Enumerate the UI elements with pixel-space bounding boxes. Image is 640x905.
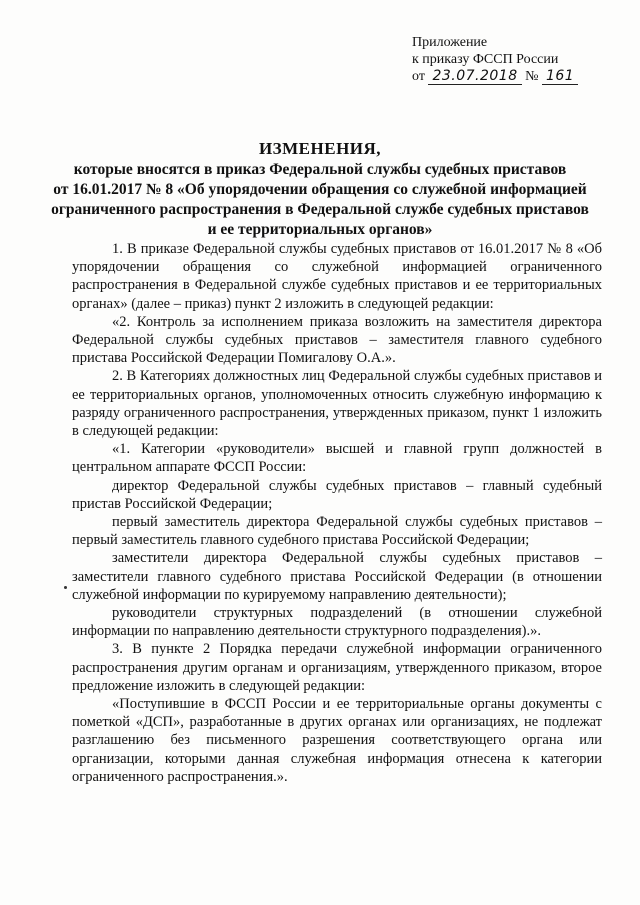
title-line-3: ограниченного распространения в Федеральной службе судебных приставов (51, 201, 589, 218)
number-prefix: № (525, 69, 539, 84)
document-body (72, 240, 602, 786)
appendix-header (412, 34, 612, 85)
scan-speck (64, 586, 67, 589)
paragraph-6: первый заместитель директора Федеральной службы судебных приставов – первый заместитель главного судебного пристава Российской Федерации; (72, 514, 602, 549)
appendix-order-ref: к приказу ФССП России (412, 52, 559, 67)
title-line-1: которые вносятся в приказ Федеральной службы судебных приставов (73, 161, 567, 178)
paragraph-7: заместители директора Федеральной службы судебных приставов – заместители главного судебного пристава Российской Федерации (в отношении служебной информации по курируемому направлению деятельности); (72, 550, 602, 603)
title-line-2: от 16.01.2017 № 8 «Об упорядочении обращения со служебной информацией (53, 181, 587, 198)
paragraph-5: директор Федеральной службы судебных приставов – главный судебный пристав Российской Федерации; (72, 477, 602, 512)
date-prefix: от (412, 69, 425, 84)
appendix-label: Приложение (412, 35, 488, 50)
appendix-date-number (412, 68, 612, 85)
paragraph-3: 2. В Категориях должностных лиц Федеральной службы судебных приставов и ее территориальных органов, уполномоченных относить служебную информацию к разряду ограниченного распространения, утвержденных приказом, пункт 1 изложить в следующей редакции: (72, 368, 602, 440)
paragraph-1: 1. В приказе Федеральной службы судебных приставов от 16.01.2017 № 8 «Об упорядочении обращения со служебной информацией ограниченного распространения в Федеральной службе судебных приставов и ее территориальных органах» (далее – приказ) пункт 2 изложить в следующей редакции: (72, 241, 602, 312)
paragraph-2: «2. Контроль за исполнением приказа возложить на заместителя директора Федеральной службы судебных приставов – заместителя главного судебного пристава Российской Федерации Помигалову О.А.». (72, 313, 602, 367)
title-line-4: и ее территориальных органов» (207, 221, 433, 238)
handwritten-date: 23.07.2018 (428, 68, 521, 85)
title-heading: ИЗМЕНЕНИЯ, (258, 139, 382, 158)
paragraph-9: 3. В пункте 2 Порядка передачи служебной информации ограниченного распространения другим органам и организациям, утвержденного приказом, второе предложение изложить в следующей редакции: (72, 641, 602, 694)
paragraph-4: «1. Категории «руководители» высшей и главной групп должностей в центральном аппарате ФССП России: (72, 441, 602, 476)
paragraph-10: «Поступившие в ФССП России и ее территориальные органы документы с пометкой «ДСП», разработанные в других органах или организациях, не подлежат разглашению без письменного разрешения соответствующего органа или организации, которыми данная служебная информация отнесена к категории ограниченного распространения.». (72, 696, 602, 785)
handwritten-number: 161 (542, 68, 578, 85)
document-title (40, 138, 600, 240)
paragraph-8: руководители структурных подразделений (в отношении служебной информации по направлению деятельности структурного подразделения).». (72, 605, 602, 640)
